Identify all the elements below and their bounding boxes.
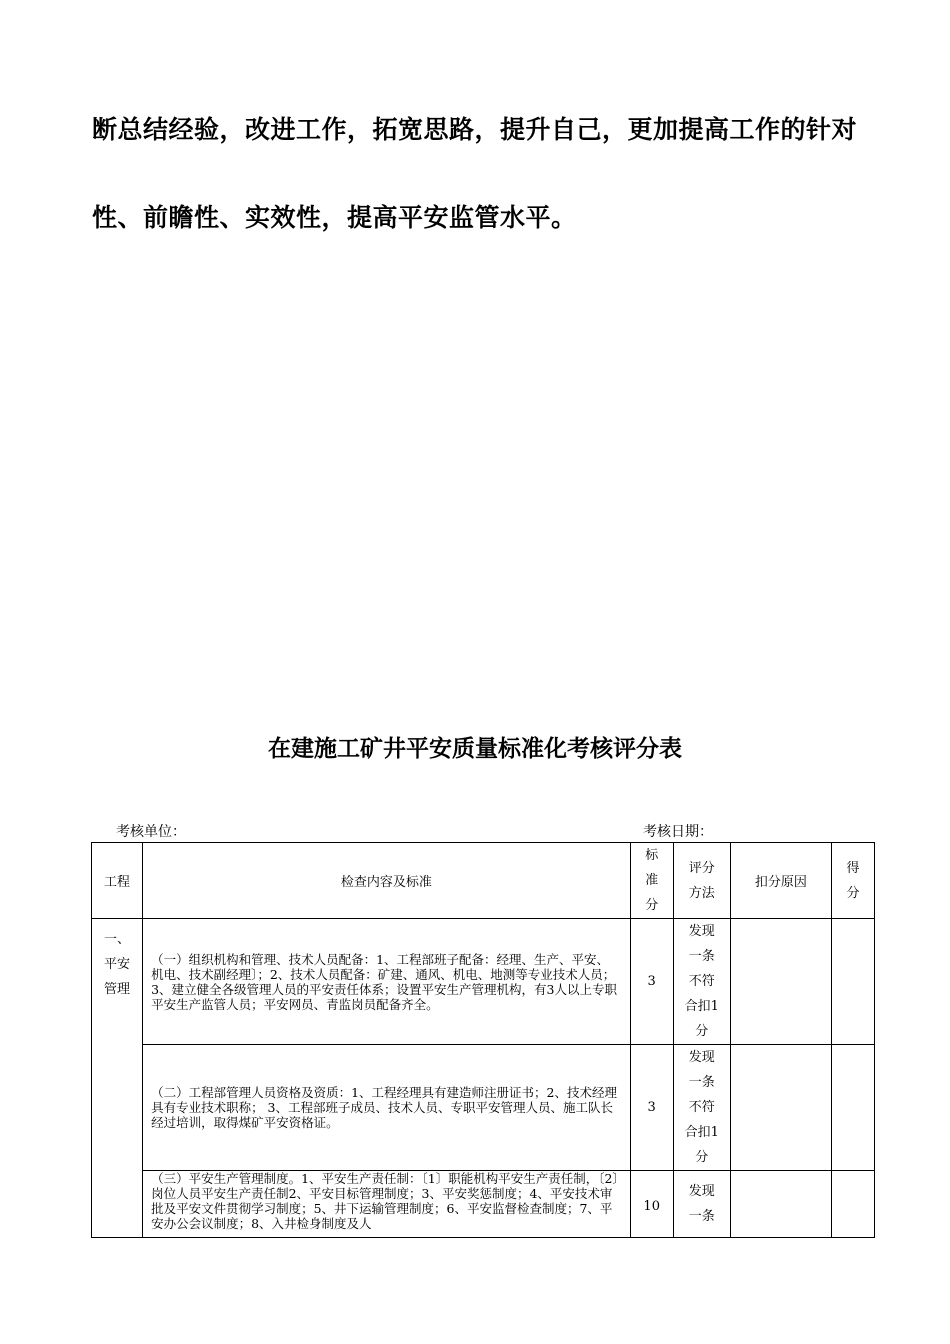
assessment-date-label: 考核日期： bbox=[643, 824, 713, 840]
row-content bbox=[143, 1171, 631, 1238]
paragraph-line-2: 性、前瞻性、实效性，提高平安监管水平。 bbox=[92, 203, 577, 232]
item-category-cell bbox=[92, 919, 143, 1238]
row-content: （一）组织机构和管理、技术人员配备：1、工程部班子配备：经理、生产、平安、机电、技术副经理〕；2、技术人员配备：矿建、通风、机电、地测等专业技术人员；3、建立健全各级管理人员的平安责任体系；设置平安生产管理机构，有3人以上专职平安生产监管人员；平安网员、青监岗员配备齐全。 bbox=[143, 919, 631, 1045]
header-method-line-2: 方法 bbox=[688, 885, 715, 901]
table-title: 在建施工矿井平安质量标准化考核评分表 bbox=[268, 736, 682, 762]
row-scoring-method bbox=[673, 1045, 730, 1171]
method-line: 发现 bbox=[688, 1184, 715, 1199]
method-line: 不符 bbox=[688, 974, 715, 989]
method-line: 合扣1 bbox=[684, 1125, 719, 1140]
row-standard-score: 3 bbox=[630, 1045, 673, 1171]
row-score bbox=[831, 1045, 874, 1171]
paragraph-line-1: 断总结经验，改进工作，拓宽思路，提升自己，更加提高工作的针对 bbox=[92, 115, 858, 144]
row-content: （二）工程部管理人员资格及资质：1、工程经理具有建造师注册证书；2、技术经理具有专业技术职称； 3、工程部班子成员、技术人员、专职平安管理人员、施工队长经过培训，取得煤矿平安资格证。 bbox=[143, 1045, 631, 1171]
item-category-line-3: 管理 bbox=[104, 982, 131, 997]
row-deduction-reason bbox=[730, 1171, 831, 1238]
table-row bbox=[92, 1045, 875, 1171]
header-deduction-reason: 扣分原因 bbox=[730, 843, 831, 919]
row-standard-score: 3 bbox=[630, 919, 673, 1045]
row-score bbox=[831, 919, 874, 1045]
header-score bbox=[831, 843, 874, 919]
header-score-char-2: 分 bbox=[846, 885, 860, 901]
header-standard-score bbox=[630, 843, 673, 919]
table-header-row bbox=[92, 843, 875, 919]
method-line: 发现 bbox=[688, 924, 715, 939]
header-method-line-1: 评分 bbox=[688, 860, 715, 876]
method-line: 发现 bbox=[688, 1050, 715, 1065]
scoring-table bbox=[91, 842, 875, 1238]
method-line: 不符 bbox=[688, 1100, 715, 1115]
table-row bbox=[92, 919, 875, 1045]
row-score bbox=[831, 1171, 874, 1238]
method-line: 合扣1 bbox=[684, 999, 719, 1014]
item-category-line-2: 平安 bbox=[104, 957, 131, 972]
table-row bbox=[92, 1171, 875, 1238]
row-scoring-method bbox=[673, 919, 730, 1045]
method-line: 一条 bbox=[688, 949, 715, 964]
header-standard-char-2: 准 bbox=[645, 873, 659, 888]
method-line: 分 bbox=[695, 1150, 709, 1165]
row-content-text: （三）平安生产管理制度。1、平安生产责任制：〔1〕职能机构平安生产责任制，〔2〕岗位人员平安生产责任制2、平安目标管理制度；3、平安奖惩制度；4、平安技术审批及平安文件贯彻学习制度；5、井下运输管理制度；6、平安监督检查制度；7、平安办公会议制度；8、入井检身制度及人 bbox=[151, 1171, 619, 1231]
assessment-unit-label: 考核单位： bbox=[116, 824, 186, 840]
header-content: 检查内容及标准 bbox=[143, 843, 631, 919]
row-deduction-reason bbox=[730, 1045, 831, 1171]
method-line: 分 bbox=[695, 1024, 709, 1039]
header-standard-char-1: 标 bbox=[645, 848, 659, 863]
row-scoring-method bbox=[673, 1171, 730, 1238]
row-deduction-reason bbox=[730, 919, 831, 1045]
method-line: 一条 bbox=[688, 1075, 715, 1090]
method-line: 一条 bbox=[688, 1209, 715, 1224]
header-scoring-method bbox=[673, 843, 730, 919]
header-item: 工程 bbox=[92, 843, 143, 919]
header-score-char-1: 得 bbox=[846, 860, 860, 876]
header-standard-char-3: 分 bbox=[645, 898, 659, 913]
item-category-line-1: 一、 bbox=[104, 932, 131, 947]
row-standard-score: 10 bbox=[630, 1171, 673, 1238]
